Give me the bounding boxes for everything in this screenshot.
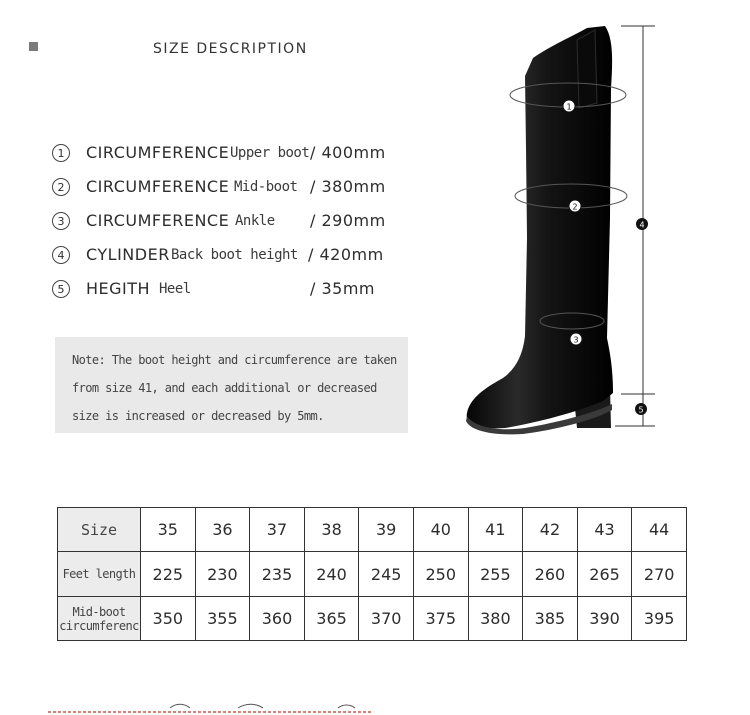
size-table [57,507,687,641]
spec-number: 5 [52,280,70,298]
marker-2 [569,200,581,212]
table-row-size [58,508,687,552]
spec-number: 4 [52,246,70,264]
spec-sub-label: Mid-boot [234,179,298,195]
mid-boot-cell: 390 [577,597,632,641]
note-box [55,337,408,433]
spec-sub-label: Ankle [235,213,275,229]
size-cell: 41 [468,508,523,552]
feet-length-cell: 245 [359,552,414,597]
svg-text:2: 2 [572,202,578,212]
svg-text:3: 3 [573,335,579,345]
row-header-size: Size [58,508,141,552]
spec-label: CIRCUMFERENCE [86,177,230,196]
feet-length-cell: 255 [468,552,523,597]
feet-length-cell: 240 [304,552,359,597]
size-cell: 44 [632,508,687,552]
size-cell: 43 [577,508,632,552]
marker-3 [570,333,582,345]
spec-label: CYLINDER [86,245,170,264]
size-cell: 40 [413,508,468,552]
spec-value: / 400mm [310,143,386,162]
spec-label: HEGITH [86,279,151,298]
marker-1 [563,100,575,112]
size-cell: 42 [523,508,578,552]
section-title: SIZE DESCRIPTION [153,41,308,57]
mid-boot-cell: 385 [523,597,578,641]
bottom-decoration [48,700,378,715]
mid-boot-cell: 365 [304,597,359,641]
svg-text:5: 5 [638,405,644,415]
spec-number: 3 [52,212,70,230]
size-cell: 37 [250,508,305,552]
spec-value: / 380mm [310,177,386,196]
feet-length-cell: 265 [577,552,632,597]
spec-number: 1 [52,144,70,162]
spec-label: CIRCUMFERENCE [86,143,230,162]
mid-boot-cell: 380 [468,597,523,641]
boot-diagram [455,18,670,438]
note-text: Note: The boot height and circumference are taken from size 41, and each additional or decreased size is increased or decreased by 5mm. [72,353,397,423]
svg-text:1: 1 [566,102,572,112]
spec-sub-label: Upper boot [230,145,310,161]
size-cell: 38 [304,508,359,552]
row-header-feet-length: Feet length [58,552,141,597]
spec-value: / 290mm [310,211,386,230]
mid-boot-cell: 360 [250,597,305,641]
mid-boot-cell: 375 [413,597,468,641]
size-cell: 35 [141,508,196,552]
spec-sub-label: Back boot height [171,247,298,263]
feet-length-cell: 225 [141,552,196,597]
title-bullet-square [29,42,38,51]
mid-boot-cell: 350 [141,597,196,641]
spec-sub-label: Heel [159,281,191,297]
size-cell: 36 [195,508,250,552]
feet-length-cell: 230 [195,552,250,597]
row-header-line: Mid-boot [72,604,126,619]
size-cell: 39 [359,508,414,552]
feet-length-cell: 270 [632,552,687,597]
marker-5 [635,403,647,415]
table-row-feet-length [58,552,687,597]
mid-boot-cell: 355 [195,597,250,641]
feet-length-cell: 235 [250,552,305,597]
feet-length-cell: 260 [523,552,578,597]
spec-value: / 35mm [310,279,376,298]
boot-image [455,18,670,438]
marker-4 [636,218,648,230]
feet-length-cell: 250 [413,552,468,597]
mid-boot-cell: 395 [632,597,687,641]
row-header-line: circumferenc [59,618,139,633]
row-header-mid-boot [58,597,141,641]
spec-label: CIRCUMFERENCE [86,211,230,230]
mid-boot-cell: 370 [359,597,414,641]
svg-text:4: 4 [639,220,645,230]
spec-number: 2 [52,178,70,196]
spec-value: / 420mm [308,245,384,264]
table-row-mid-boot-circumference [58,597,687,641]
